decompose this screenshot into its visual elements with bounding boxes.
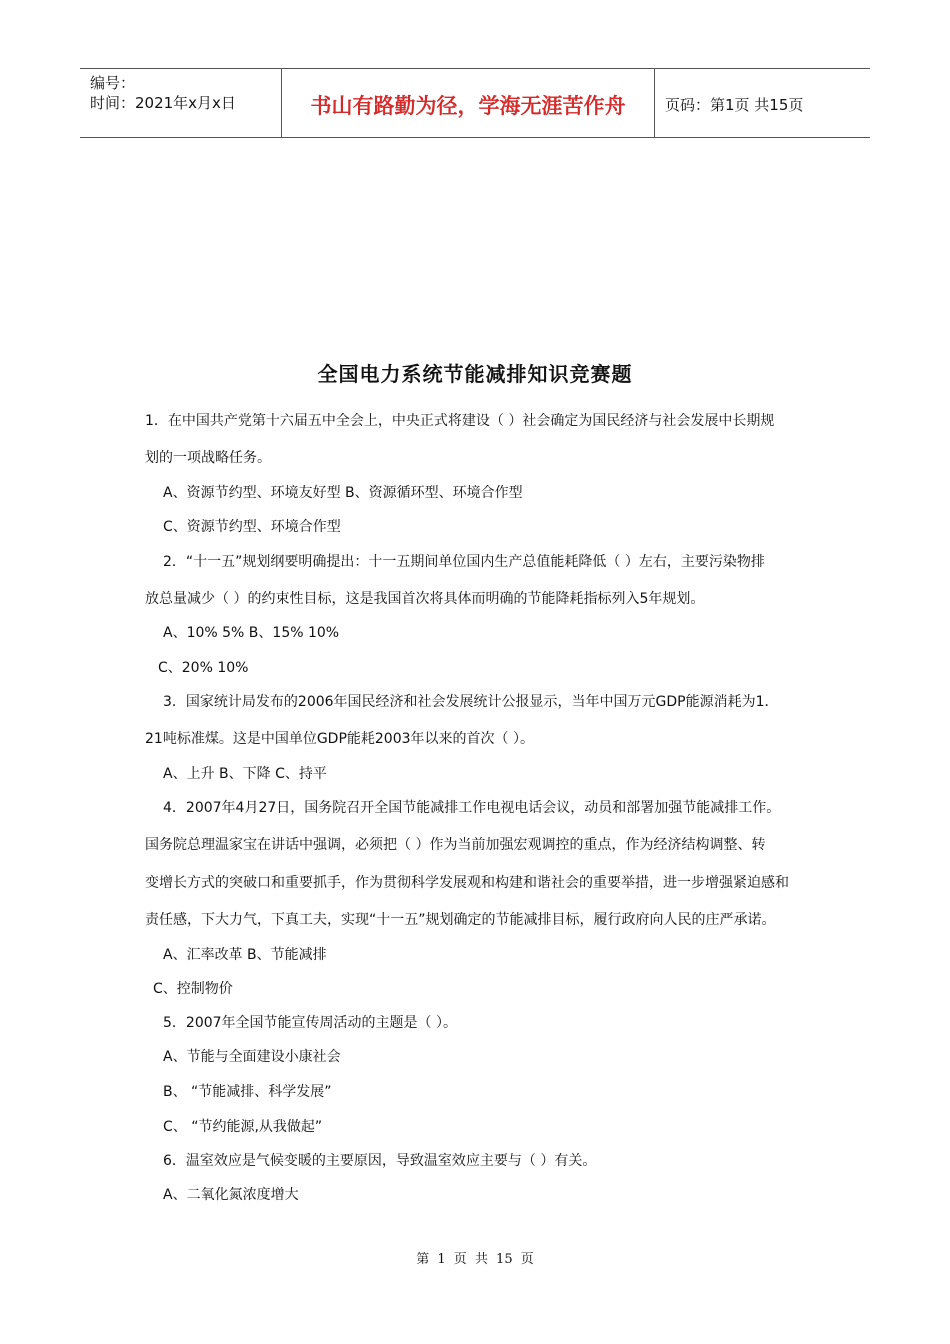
- document-title: 全国电力系统节能减排知识竞赛题: [317, 362, 633, 386]
- text-line: A、资源节约型、环境友好型 B、资源循环型、环境合作型: [163, 485, 523, 501]
- text-line: A、10% 5% B、15% 10%: [163, 625, 340, 641]
- page-footer: 第 1 页 共 15 页: [416, 1252, 534, 1267]
- text-line: 4．2007年4月27日，国务院召开全国节能减排工作电视电话会议，动员和部署加强节能减排工作。: [163, 800, 781, 816]
- number-label: 编号：: [90, 74, 136, 92]
- text-line: 2．“十一五”规划纲要明确提出：十一五期间单位国内生产总值能耗降低（ ）左右，主要污染物排: [163, 554, 765, 570]
- text-line: 3．国家统计局发布的2006年国民经济和社会发展统计公报显示，当年中国万元GDP能源消耗为1．: [163, 694, 779, 710]
- text-line: 5．2007年全国节能宣传周活动的主题是（ ）。: [163, 1015, 457, 1031]
- header-motto: 书山有路勤为径，学海无涯苦作舟: [282, 69, 655, 137]
- text-line: A、二氧化氮浓度增大: [163, 1187, 299, 1203]
- page-header: [80, 68, 870, 138]
- text-line: B、 “节能减排、科学发展”: [163, 1084, 332, 1100]
- text-line: C、20% 10%: [158, 660, 249, 676]
- text-line: 划的一项战略任务。: [145, 450, 271, 466]
- time-label: 时间：2021年x月x日: [90, 94, 236, 112]
- text-line: C、 “节约能源,从我做起”: [163, 1119, 323, 1135]
- text-line: A、汇率改革 B、节能减排: [163, 947, 327, 963]
- text-line: 6．温室效应是气候变暖的主要原因，导致温室效应主要与（ ）有关。: [163, 1153, 597, 1169]
- text-line: 1．在中国共产党第十六届五中全会上，中央正式将建设（ ）社会确定为国民经济与社会发展中长期规: [145, 413, 775, 429]
- text-line: A、上升 B、下降 C、持平: [163, 766, 327, 782]
- text-line: 责任感，下大力气，下真工夫，实现“十一五”规划确定的节能减排目标，履行政府向人民的庄严承诺。: [145, 912, 776, 928]
- text-line: A、节能与全面建设小康社会: [163, 1049, 341, 1065]
- text-line: 变增长方式的突破口和重要抓手，作为贯彻科学发展观和构建和谐社会的重要举措，进一步增强紧迫感和: [145, 875, 789, 891]
- header-left: [80, 69, 282, 137]
- header-page-info: 页码：第1页 共15页: [665, 95, 804, 114]
- text-line: C、资源节约型、环境合作型: [163, 519, 341, 535]
- text-line: 21吨标准煤。这是中国单位GDP能耗2003年以来的首次（ ）。: [145, 731, 534, 747]
- text-line: C、控制物价: [153, 981, 233, 997]
- text-line: 国务院总理温家宝在讲话中强调，必须把（ ）作为当前加强宏观调控的重点，作为经济结构调整、转: [145, 837, 766, 853]
- text-line: 放总量减少（ ）的约束性目标，这是我国首次将具体而明确的节能降耗指标列入5年规划。: [145, 591, 705, 607]
